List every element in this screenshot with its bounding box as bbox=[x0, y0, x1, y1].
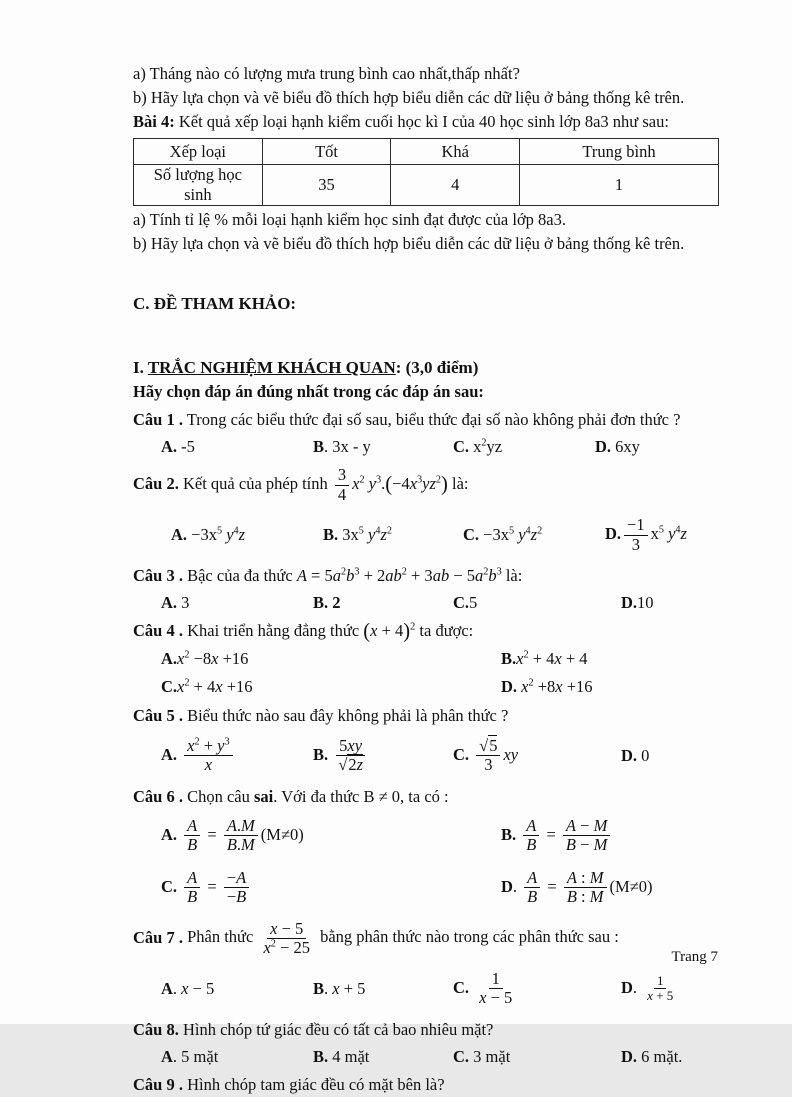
question-9-text: Hình chóp tam giác đều có mặt bên là? bbox=[182, 1074, 445, 1094]
section-i-prefix: I. bbox=[133, 358, 148, 377]
question-5-options bbox=[133, 731, 719, 781]
question-2-text: Kết quả của phép tính $\frac{3}{4}$ $x^2$ $y^3.(-4x^3yz^2)$ là: bbox=[178, 465, 469, 504]
section-c-title: C. ĐỀ THAM KHẢO: bbox=[133, 294, 297, 313]
intro-line-a: a) Tháng nào có lượng mưa trung bình cao nhất,thấp nhất? bbox=[133, 64, 520, 83]
question-9-label: Câu 9 . bbox=[133, 1074, 183, 1094]
question-3-label: Câu 3 . bbox=[133, 566, 183, 585]
instruction-line: Hãy chọn đáp án đúng nhất trong các đáp án sau: bbox=[133, 382, 484, 401]
option-a: A. 5 mặt bbox=[161, 1046, 219, 1066]
question-7-options bbox=[133, 964, 719, 1014]
question-7-text: Phân thức $\frac{x - 5}{x^2 - 25}$ bằng phân thức nào trong các phân thức sau : bbox=[182, 918, 619, 958]
option-c: C. $\frac{A}{B}$ = $\frac{-A}{-B}$ bbox=[161, 869, 501, 907]
question-2-label: Câu 2. bbox=[133, 473, 179, 493]
option-b: B. 2 bbox=[313, 593, 341, 612]
question-8-text: Hình chóp tứ giác đều có tất cả bao nhiêu mặt? bbox=[178, 1019, 494, 1039]
question-1-label: Câu 1 . bbox=[133, 410, 183, 429]
question-4-text: Khai triển hằng đẳng thức $(x + 4)^2$ ta được: bbox=[182, 620, 474, 643]
option-b: $B.x^2 + 4x + 4$ bbox=[501, 648, 588, 668]
option-a: A. x − 5 bbox=[161, 978, 215, 998]
option-d: D. $\frac{1}{x + 5}$ bbox=[621, 972, 674, 1004]
option-d: D. 0 bbox=[621, 745, 650, 765]
bai4-line-a: a) Tính tỉ lệ % mỗi loại hạnh kiểm học sinh đạt được của lớp 8a3. bbox=[133, 210, 566, 229]
question-1-options bbox=[133, 435, 719, 459]
header-cell: Tốt bbox=[262, 139, 391, 165]
question-5-text: Biểu thức nào sau đây không phải là phân thức ? bbox=[182, 705, 509, 725]
option-b: B. $3x^5$ $y^4z^2$ bbox=[323, 525, 392, 544]
question-6-options-row2 bbox=[133, 863, 719, 913]
option-a: A. 3 bbox=[161, 593, 190, 612]
option-b: B. 4 mặt bbox=[313, 1046, 370, 1066]
option-d: D. $\frac{A}{B}$ = $\frac{A : M}{B : M}$ (M≠0) bbox=[501, 867, 653, 907]
option-a: A. $-3x^5$ $y^4z$ bbox=[171, 525, 246, 544]
question-7 bbox=[133, 917, 719, 961]
question-8-label: Câu 8. bbox=[133, 1019, 179, 1039]
table-header-row bbox=[134, 139, 719, 165]
question-6-label: Câu 6 . bbox=[133, 786, 183, 806]
option-b: B. 3x - y bbox=[313, 437, 371, 456]
section-i-title bbox=[133, 356, 719, 380]
option-c: C. $\frac{√5}{3}$ xy bbox=[453, 735, 519, 775]
question-8-options bbox=[133, 1045, 719, 1069]
question-4 bbox=[133, 619, 719, 644]
question-9 bbox=[133, 1073, 719, 1097]
page-content bbox=[133, 62, 719, 1097]
question-3-options bbox=[133, 591, 719, 615]
option-c: C. $-3x^5$ $y^4z^2$ bbox=[463, 525, 543, 544]
option-c: C. $\frac{1}{x - 5}$ bbox=[453, 968, 513, 1008]
option-c: C.5 bbox=[453, 593, 478, 612]
question-6-options-row1 bbox=[133, 811, 719, 861]
bai4-line-b: b) Hãy lựa chọn và vẽ biểu đồ thích hợp biểu diễn các dữ liệu ở bảng thống kê trên. bbox=[133, 234, 685, 253]
question-4-options-row1 bbox=[133, 646, 719, 672]
page-number: Trang 7 bbox=[671, 949, 718, 965]
header-cell: Khá bbox=[391, 139, 520, 165]
option-d: D. $x^2 +8x +16$ bbox=[501, 676, 593, 696]
bai4-text: Kết quả xếp loại hạnh kiểm cuối học kì I của 40 học sinh lớp 8a3 như sau: bbox=[174, 112, 669, 131]
question-4-options-row2 bbox=[133, 674, 719, 700]
header-cell: Xếp loại bbox=[134, 139, 263, 165]
intro-line-b: b) Hãy lựa chọn và vẽ biểu đồ thích hợp biểu diễn các dữ liệu ở bảng thống kê trên. bbox=[133, 88, 685, 107]
table-cell: 35 bbox=[262, 165, 391, 206]
question-1 bbox=[133, 408, 719, 432]
option-d: D. $\frac{-1}{3}$ $x^5$ $y^4z$ bbox=[605, 515, 687, 554]
question-7-label: Câu 7 . bbox=[133, 927, 183, 947]
bai4-title bbox=[133, 110, 719, 134]
question-3-text: Bậc của đa thức $A = 5a^2b^3 + 2ab^2 + 3ab - 5a^2b^3$ là: bbox=[182, 566, 523, 585]
question-5 bbox=[133, 704, 719, 728]
question-1-text: Trong các biểu thức đại số sau, biểu thức đại số nào không phải đơn thức ? bbox=[182, 410, 681, 429]
question-6 bbox=[133, 785, 719, 809]
question-4-label: Câu 4 . bbox=[133, 621, 183, 640]
question-6-text: Chọn câu sai. Với đa thức B ≠ 0, ta có : bbox=[182, 786, 449, 806]
question-3 bbox=[133, 564, 719, 588]
question-2 bbox=[133, 463, 719, 507]
option-d: D. 6xy bbox=[595, 437, 640, 456]
option-b: B. x + 5 bbox=[313, 978, 366, 998]
section-i-name: TRẮC NGHIỆM KHÁCH QUAN bbox=[147, 358, 396, 377]
conduct-table bbox=[133, 138, 719, 206]
table-row bbox=[134, 165, 719, 206]
table-cell: Số lượng học sinh bbox=[134, 165, 263, 206]
option-c: C. 3 mặt bbox=[453, 1046, 511, 1066]
table-cell: 4 bbox=[391, 165, 520, 206]
header-cell: Trung bình bbox=[520, 139, 719, 165]
option-b: B. $\frac{A}{B}$ = $\frac{A - M}{B - M}$ bbox=[501, 817, 719, 855]
question-8 bbox=[133, 1018, 719, 1042]
option-a: $A.x^2 -8x +16$ bbox=[161, 648, 249, 668]
option-c: $C.x^2 + 4x +16$ bbox=[161, 676, 253, 696]
option-b: B. $\frac{5xy}{√2z}$ bbox=[313, 737, 453, 775]
question-5-label: Câu 5 . bbox=[133, 705, 183, 725]
option-d: D. 6 mặt. bbox=[621, 1046, 683, 1066]
option-d: D.10 bbox=[621, 593, 654, 612]
table-cell: 1 bbox=[520, 165, 719, 206]
option-c: C. $x^2yz$ bbox=[453, 437, 503, 456]
section-i-suffix: : (3,0 điểm) bbox=[395, 358, 479, 377]
bai4-label: Bài 4: bbox=[133, 112, 175, 131]
option-a: A. -5 bbox=[161, 437, 195, 456]
option-a: A. $\frac{A}{B}$ = $\frac{A.M}{B.M}$ (M≠0) bbox=[161, 815, 304, 855]
option-a: A. $\frac{x^2 + y^3}{x}$ bbox=[161, 737, 313, 775]
question-2-options bbox=[133, 510, 719, 560]
